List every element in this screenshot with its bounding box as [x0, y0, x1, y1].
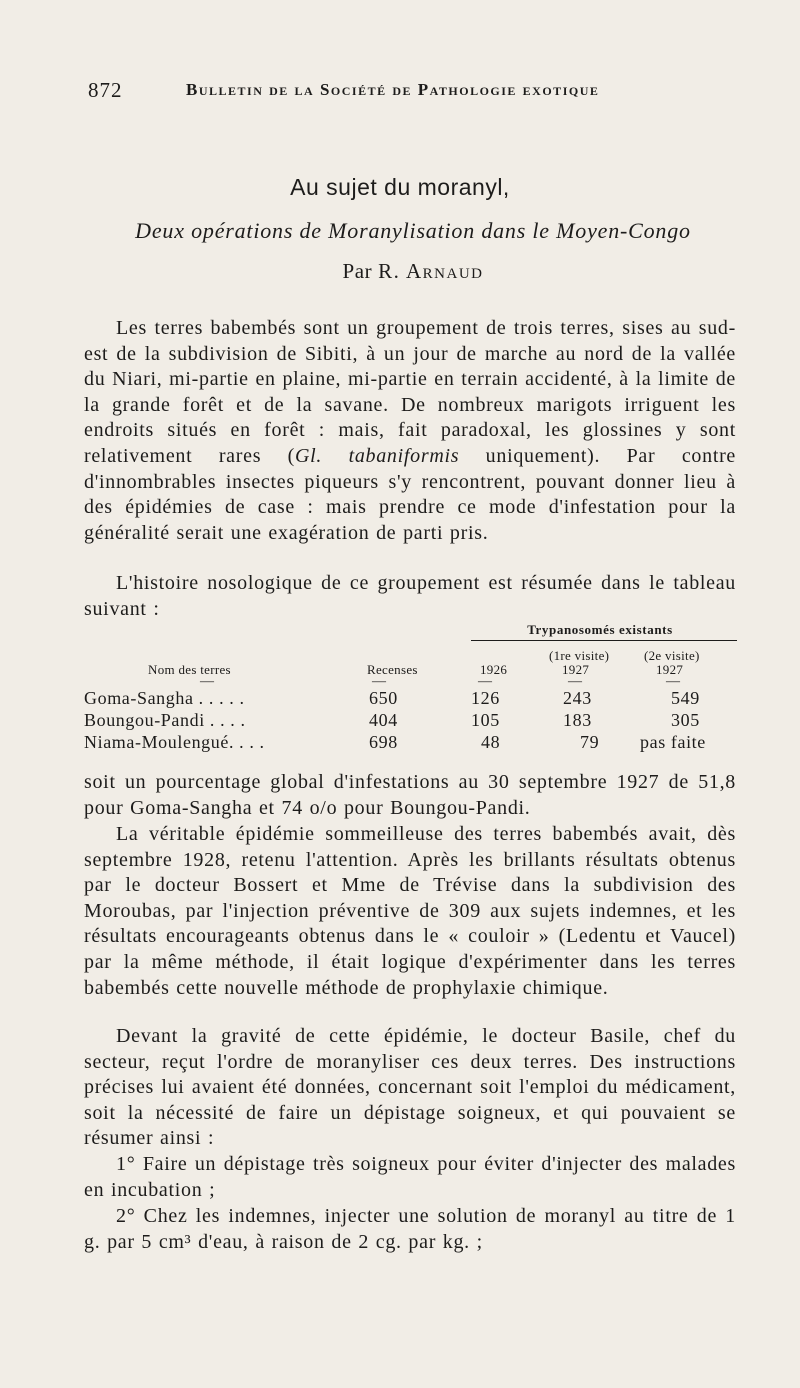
paragraph-6	[84, 1152, 736, 1203]
running-title: Bulletin de la Société de Pathologie exotique	[186, 80, 600, 99]
table-row	[84, 710, 744, 732]
paragraph-2-text: L'histoire nosologique de ce groupement est résumée dans le tableau suivant :	[84, 572, 736, 620]
cell-recenses: 650	[369, 688, 398, 708]
col-header-1926: 1926	[480, 662, 508, 677]
page-header	[88, 78, 728, 108]
header-dash: —	[568, 674, 582, 689]
cell-visit2: pas faite	[640, 732, 706, 752]
page-number: 872	[88, 78, 123, 102]
paragraph-3	[84, 770, 736, 821]
cell-name: Boungou-Pandi . . . .	[84, 710, 246, 730]
col-header-visit1-year: 1927	[562, 662, 590, 677]
author-name: R. Arnaud	[378, 259, 484, 283]
article-subtitle: Deux opérations de Moranylisation dans le Moyen-Congo	[135, 218, 691, 243]
paragraph-3-text: soit un pourcentage global d'infestations au 30 septembre 1927 de 51,8 pour Goma-Sangha et 74 o/o pour Boungou-Pandi.	[84, 771, 736, 819]
cell-1926: 126	[471, 688, 500, 708]
header-dash: —	[372, 674, 386, 689]
cell-visit1: 79	[580, 732, 600, 752]
cell-visit1: 183	[563, 710, 592, 730]
cell-visit2: 549	[671, 688, 700, 708]
species-name: Gl. tabaniformis	[295, 444, 460, 467]
paragraph-5-text: Devant la gravité de cette épidémie, le docteur Basile, chef du secteur, reçut l'ordre de moranyliser ces deux terres. Des instructions précises lui avaient été données, concernant soit l'emploi du médicament, soit la nécessité de faire un dépistage soigneux, et qui pouvaient se résumer ainsi :	[84, 1025, 736, 1150]
header-dash: —	[200, 674, 214, 689]
table-row	[84, 688, 744, 710]
paragraph-1-text-a: Les terres babembés sont un groupement de trois terres, sises au sud-est de la subdivision de Sibiti, à un jour de marche au nord de la vallée du Niari, mi-partie en plaine, mi-partie en terrain accidenté, à la limite de la grande forêt et de la savane. De nombreux marigots irriguent les endroits situés en forêt : mais, fait paradoxal, les glossines y sont relativement rares (	[84, 317, 736, 467]
paragraph-5	[84, 1024, 736, 1152]
table-row	[84, 732, 744, 754]
paragraph-1	[84, 316, 736, 546]
paragraph-1-text-b: uniquement). Par contre d'innombrables insectes piqueurs s'y rencontrent, pouvant donner lieu à des épidémies de case : mais prendre ce mode d'infestation pour la généralité serait une exagération de parti pris.	[84, 444, 737, 544]
paragraph-7-text: 2° Chez les indemnes, injecter une solution de moranyl au titre de 1 g. par 5 cm³ d'eau, à raison de 2 cg. par kg. ;	[84, 1205, 736, 1253]
cell-1926: 105	[471, 710, 500, 730]
cell-name: Niama-Moulengué. . . .	[84, 732, 265, 752]
paragraph-7	[84, 1204, 736, 1255]
header-dash: —	[666, 674, 680, 689]
col-header-visit2: (2e visite)	[644, 648, 700, 663]
col-header-visit1: (1re visite)	[549, 648, 610, 663]
cell-visit2: 305	[671, 710, 700, 730]
col-header-name: Nom des terres	[148, 662, 231, 677]
cell-recenses: 698	[369, 732, 398, 752]
cell-1926: 48	[481, 732, 501, 752]
col-header-visit2-year: 1927	[656, 662, 684, 677]
cell-visit1: 243	[563, 688, 592, 708]
col-header-recenses: Recenses	[367, 662, 418, 677]
table-group-rule	[471, 640, 737, 645]
author-prefix: Par	[342, 259, 373, 283]
table-group-label: Trypanosomés existants	[527, 622, 673, 637]
cell-recenses: 404	[369, 710, 398, 730]
article-author	[0, 259, 800, 284]
cell-name: Goma-Sangha . . . . .	[84, 688, 245, 708]
paragraph-4-text: La véritable épidémie sommeilleuse des terres babembés avait, dès septembre 1928, retenu l'attention. Après les brillants résultats obtenus par le docteur Bossert et Mme de Trévise dans la subdivision des Moroubas, par l'injection préventive de 309 aux sujets indemnes, et les résultats encourageants obtenus dans le « couloir » (Ledentu et Vaucel) par la même méthode, il était logique d'expérimenter dans les terres babembés cette nouvelle méthode de prophylaxie chimique.	[84, 823, 736, 999]
paragraph-6-text: 1° Faire un dépistage très soigneux pour éviter d'injecter des malades en incubation ;	[84, 1153, 736, 1201]
paragraph-2	[84, 571, 736, 622]
paragraph-4	[84, 822, 736, 1001]
article-title: Au sujet du moranyl,	[290, 174, 510, 200]
header-dash: —	[478, 674, 492, 689]
table-group-header	[463, 622, 737, 646]
